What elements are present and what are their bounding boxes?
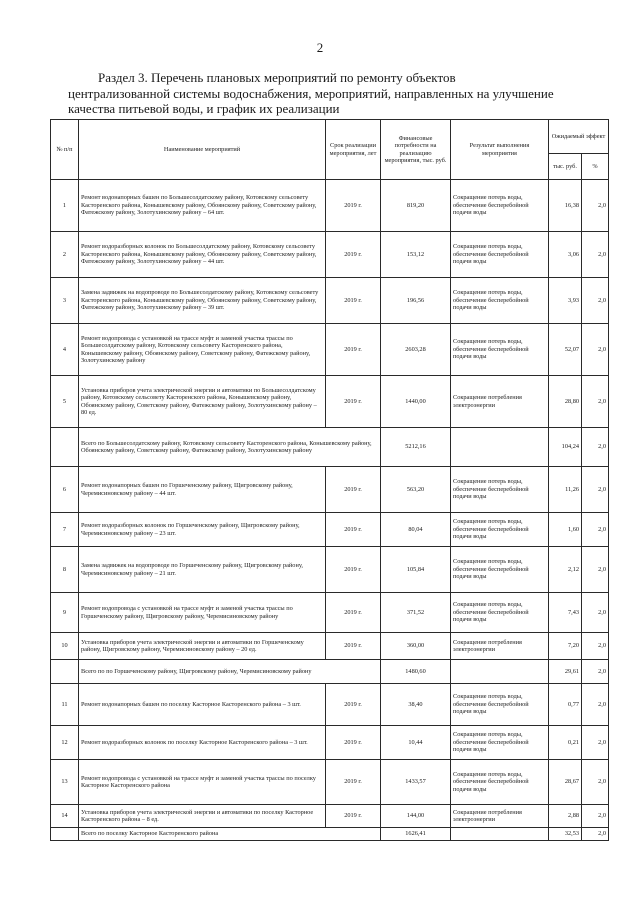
table-row <box>51 593 609 633</box>
effect-pct: 2,0 <box>582 428 609 467</box>
row-number: 2 <box>51 232 79 278</box>
effect-rub: 3,06 <box>549 232 582 278</box>
term-value: 2019 г. <box>326 324 381 376</box>
term-value: 2019 г. <box>326 593 381 633</box>
effect-pct: 2,0 <box>582 684 609 726</box>
row-number: 10 <box>51 633 79 660</box>
finance-value: 10,44 <box>381 726 451 760</box>
activity-name: Ремонт водонапорных башен по Горшеченскому району, Щигровскому району, Черемисиновскому району – 44 шт. <box>79 467 326 513</box>
result-text: Сокращение потерь воды, обеспечение бесперебойной подачи воды <box>451 324 549 376</box>
effect-pct: 2,0 <box>582 760 609 805</box>
activity-name: Установка приборов учета электрической энергии и автоматики по поселку Касторное Касторенского района – 8 ед. <box>79 805 326 828</box>
row-number: 9 <box>51 593 79 633</box>
activity-name: Установка приборов учета электрической энергии и автоматики по Горшеченскому району, Щигровскому району, Черемисиновскому району – 20 ед. <box>79 633 326 660</box>
result-text: Сокращение потерь воды, обеспечение бесперебойной подачи воды <box>451 760 549 805</box>
effect-rub: 7,43 <box>549 593 582 633</box>
effect-rub: 52,07 <box>549 324 582 376</box>
result-text: Сокращение потерь воды, обеспечение бесперебойной подачи воды <box>451 278 549 324</box>
result-text: Сокращение потерь воды, обеспечение бесперебойной подачи воды <box>451 513 549 547</box>
effect-pct: 2,0 <box>582 828 609 841</box>
header-name: Наименование мероприятий <box>79 120 326 180</box>
result-text: Сокращение потерь воды, обеспечение бесперебойной подачи воды <box>451 547 549 593</box>
table-row <box>51 633 609 660</box>
row-number: 3 <box>51 278 79 324</box>
table-row <box>51 376 609 428</box>
finance-value: 153,12 <box>381 232 451 278</box>
effect-rub: 0,21 <box>549 726 582 760</box>
row-number: 6 <box>51 467 79 513</box>
table-row <box>51 324 609 376</box>
table-row <box>51 513 609 547</box>
effect-rub: 104,24 <box>549 428 582 467</box>
activity-name: Установка приборов учета электрической энергии и автоматики по Большесолдатскому району, Котовскому сельсовету Касторенского района, Конышевскому району, Обоянскому району, Советскому району, Фатежскому району, Золотухинскому району – 80 ед. <box>79 376 326 428</box>
header-term: Срок реализации мероприятия, лет <box>326 120 381 180</box>
header-finance: Финансовые потребности на реализацию мероприятия, тыс. руб. <box>381 120 451 180</box>
row-number <box>51 828 79 841</box>
effect-rub: 16,38 <box>549 180 582 232</box>
row-number: 5 <box>51 376 79 428</box>
effect-rub: 28,67 <box>549 760 582 805</box>
activity-name: Ремонт водопровода с установкой на трассе муфт и заменой участка трассы по Горшеченскому району, Щигровскому району, Черемисиновскому району <box>79 593 326 633</box>
effect-pct: 2,0 <box>582 805 609 828</box>
header-effect: Ожидаемый эффект <box>549 120 609 154</box>
finance-value: 2603,28 <box>381 324 451 376</box>
row-number <box>51 428 79 467</box>
row-number: 11 <box>51 684 79 726</box>
header-rub: тыс. руб. <box>549 154 582 180</box>
result-text <box>451 428 549 467</box>
term-value: 2019 г. <box>326 760 381 805</box>
result-text: Сокращение потерь воды, обеспечение бесперебойной подачи воды <box>451 467 549 513</box>
finance-value: 105,84 <box>381 547 451 593</box>
row-number: 8 <box>51 547 79 593</box>
header-num: № п/п <box>51 120 79 180</box>
finance-value: 1433,57 <box>381 760 451 805</box>
activity-name: Ремонт водонапорных башен по Большесолдатскому району, Котовскому сельсовету Касторенского района, Конышевскому району, Обоянскому району, Советскому району, Фатежскому району, Золотухинскому району – 64 шт. <box>79 180 326 232</box>
heading-line-2: централизованной системы водоснабжения, мероприятий, направленных на улучшение <box>68 85 554 101</box>
activity-name: Всего по по Горшеченскому району, Щигровскому району, Черемисиновскому району <box>79 660 381 684</box>
activity-name: Ремонт водопровода с установкой на трассе муфт и заменой участка трассы по Большесолдатскому району, Котовскому сельсовету Касторенского района, Конышевскому району, Обоянскому району, Советскому району, Фатежскому району, Золотухинскому району <box>79 324 326 376</box>
result-text: Сокращение потерь воды, обеспечение бесперебойной подачи воды <box>451 593 549 633</box>
result-text: Сокращение потерь воды, обеспечение бесперебойной подачи воды <box>451 684 549 726</box>
result-text: Сокращение потерь воды, обеспечение бесперебойной подачи воды <box>451 232 549 278</box>
finance-value: 144,00 <box>381 805 451 828</box>
result-text: Сокращение потребления электроэнергии <box>451 633 549 660</box>
finance-value: 819,20 <box>381 180 451 232</box>
term-value: 2019 г. <box>326 684 381 726</box>
activity-name: Ремонт водоразборных колонок по Горшеченскому району, Щигровскому району, Черемисиновскому району – 23 шт. <box>79 513 326 547</box>
effect-rub: 2,88 <box>549 805 582 828</box>
finance-value: 38,40 <box>381 684 451 726</box>
table-total-row <box>51 428 609 467</box>
term-value: 2019 г. <box>326 278 381 324</box>
effect-pct: 2,0 <box>582 726 609 760</box>
table-total-row <box>51 828 609 841</box>
activity-name: Ремонт водоразборных колонок по Большесолдатскому району, Котовскому сельсовету Касторенского района, Конышевскому району, Обоянскому району, Советскому району, Фатежскому району, Золотухинскому району – 44 шт. <box>79 232 326 278</box>
result-text: Сокращение потребления электроэнергии <box>451 376 549 428</box>
effect-pct: 2,0 <box>582 593 609 633</box>
header-result: Результат выполнения мероприятия <box>451 120 549 180</box>
finance-value: 1626,41 <box>381 828 451 841</box>
row-number: 12 <box>51 726 79 760</box>
effect-rub: 29,61 <box>549 660 582 684</box>
effect-pct: 2,0 <box>582 376 609 428</box>
finance-value: 1440,00 <box>381 376 451 428</box>
result-text: Сокращение потерь воды, обеспечение бесперебойной подачи воды <box>451 726 549 760</box>
table-row <box>51 684 609 726</box>
result-text <box>451 660 549 684</box>
heading-line-1: Раздел 3. Перечень плановых мероприятий по ремонту объектов <box>98 70 456 85</box>
heading-line-3: качества питьевой воды, и график их реализации <box>68 101 340 116</box>
effect-pct: 2,0 <box>582 547 609 593</box>
effect-pct: 2,0 <box>582 633 609 660</box>
term-value: 2019 г. <box>326 547 381 593</box>
finance-value: 80,04 <box>381 513 451 547</box>
row-number: 7 <box>51 513 79 547</box>
finance-value: 196,56 <box>381 278 451 324</box>
row-number: 1 <box>51 180 79 232</box>
section-heading <box>68 70 604 117</box>
row-number: 13 <box>51 760 79 805</box>
term-value: 2019 г. <box>326 726 381 760</box>
activity-name: Ремонт водоразборных колонок по поселку Касторное Касторенского района – 3 шт. <box>79 726 326 760</box>
effect-rub: 3,93 <box>549 278 582 324</box>
result-text <box>451 828 549 841</box>
table-total-row <box>51 660 609 684</box>
activity-name: Замена задвижек на водопроводе по Большесолдатскому району, Котовскому сельсовету Касторенского района, Конышевскому району, Обоянскому району, Советскому району, Фатежскому району, Золотухинскому району – 39 шт. <box>79 278 326 324</box>
effect-rub: 32,53 <box>549 828 582 841</box>
term-value: 2019 г. <box>326 805 381 828</box>
table-row <box>51 547 609 593</box>
row-number: 14 <box>51 805 79 828</box>
effect-pct: 2,0 <box>582 232 609 278</box>
term-value: 2019 г. <box>326 232 381 278</box>
activity-name: Всего по поселку Касторное Касторенского района <box>79 828 381 841</box>
table-body <box>51 180 609 841</box>
activities-table <box>50 119 609 841</box>
effect-pct: 2,0 <box>582 660 609 684</box>
result-text: Сокращение потерь воды, обеспечение бесперебойной подачи воды <box>451 180 549 232</box>
effect-pct: 2,0 <box>582 278 609 324</box>
term-value: 2019 г. <box>326 467 381 513</box>
finance-value: 5212,16 <box>381 428 451 467</box>
term-value: 2019 г. <box>326 633 381 660</box>
term-value: 2019 г. <box>326 376 381 428</box>
effect-pct: 2,0 <box>582 324 609 376</box>
term-value: 2019 г. <box>326 180 381 232</box>
term-value: 2019 г. <box>326 513 381 547</box>
effect-rub: 28,80 <box>549 376 582 428</box>
effect-pct: 2,0 <box>582 513 609 547</box>
table-row <box>51 760 609 805</box>
table-row <box>51 278 609 324</box>
activity-name: Замена задвижек на водопроводе по Горшеченскому району, Щигровскому району, Черемисиновскому району – 21 шт. <box>79 547 326 593</box>
effect-rub: 0,77 <box>549 684 582 726</box>
table-row <box>51 726 609 760</box>
table-row <box>51 180 609 232</box>
effect-pct: 2,0 <box>582 467 609 513</box>
effect-rub: 1,60 <box>549 513 582 547</box>
effect-pct: 2,0 <box>582 180 609 232</box>
result-text: Сокращение потребления электроэнергии <box>451 805 549 828</box>
finance-value: 1480,60 <box>381 660 451 684</box>
table-row <box>51 232 609 278</box>
effect-rub: 2,12 <box>549 547 582 593</box>
activity-name: Ремонт водопровода с установкой на трассе муфт и заменой участка трассы по поселку Касторное Касторенского района <box>79 760 326 805</box>
finance-value: 360,00 <box>381 633 451 660</box>
table-row <box>51 805 609 828</box>
page-number: 2 <box>316 40 324 55</box>
header-pct: % <box>582 154 609 180</box>
row-number <box>51 660 79 684</box>
effect-rub: 7,20 <box>549 633 582 660</box>
effect-rub: 11,26 <box>549 467 582 513</box>
table-row <box>51 467 609 513</box>
row-number: 4 <box>51 324 79 376</box>
finance-value: 371,52 <box>381 593 451 633</box>
activity-name: Ремонт водонапорных башен по поселку Касторное Касторенского района – 3 шт. <box>79 684 326 726</box>
activity-name: Всего по Большесолдатскому району, Котовскому сельсовету Касторенского района, Конышевскому району, Обоянскому району, Советскому району, Фатежскому району, Золотухинскому району <box>79 428 381 467</box>
finance-value: 563,20 <box>381 467 451 513</box>
